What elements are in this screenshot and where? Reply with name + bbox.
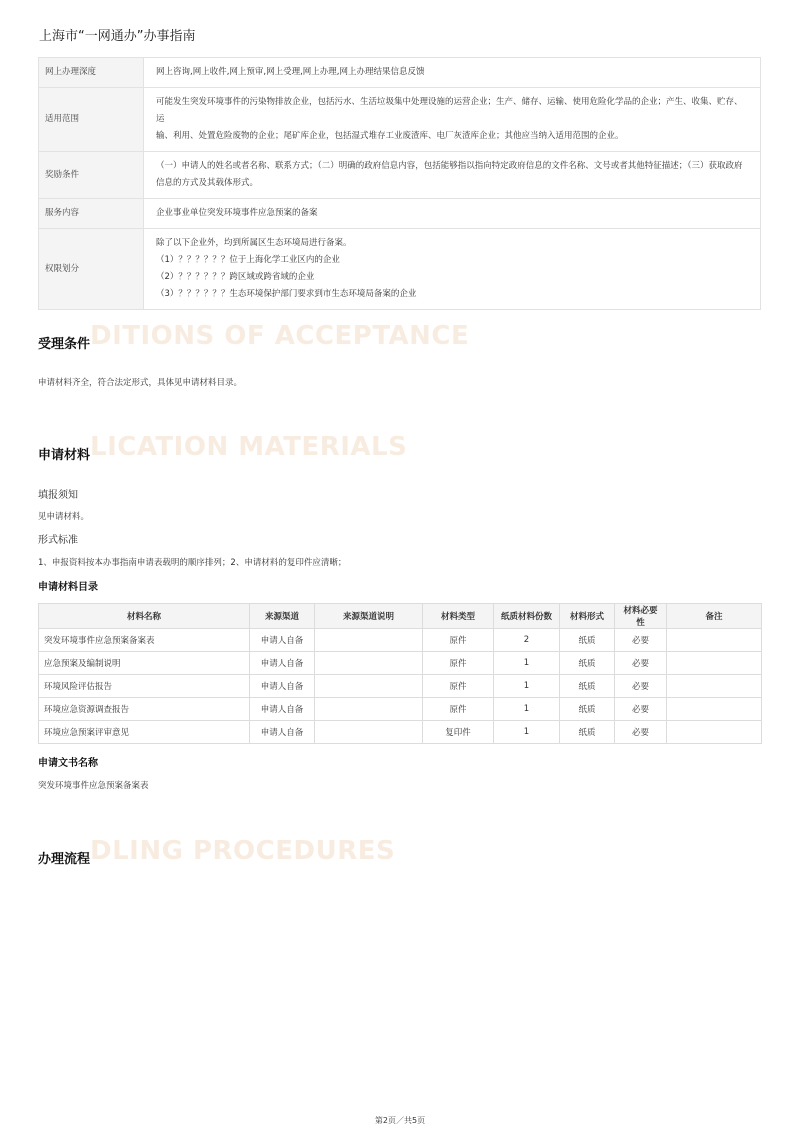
materials-cell	[315, 652, 423, 675]
materials-row	[39, 629, 762, 652]
info-row-line: 可能发生突发环境事件的污染物排放企业，包括污水、生活垃圾集中处理设施的运营企业；生产、储存、运输、使用危险化学品的企业；产生、收集、贮存、运	[156, 97, 743, 124]
materials-cell: 纸质	[560, 629, 615, 652]
info-row	[39, 199, 761, 229]
document-name-text: 突发环境事件应急预案备案表	[38, 781, 149, 791]
info-row-line: （一）申请人的姓名或者名称、联系方式；（二）明确的政府信息内容，包括能够指以指向特定政府信息的文件名称、文号或者其他特征描述；（三）获取政府	[156, 161, 743, 171]
materials-cell: 原件	[423, 675, 494, 698]
materials-cell: 环境应急资源调查报告	[39, 698, 250, 721]
materials-cell: 原件	[423, 652, 494, 675]
info-row-content	[144, 152, 761, 199]
materials-cell: 突发环境事件应急预案备案表	[39, 629, 250, 652]
materials-cell: 应急预案及编制说明	[39, 652, 250, 675]
info-row-line: 信息的方式及其载体形式。	[156, 178, 259, 188]
info-row-content	[144, 229, 761, 310]
acceptance-text: 申请材料齐全，符合法定形式，具体见申请材料目录。	[38, 378, 243, 388]
materials-cell: 2	[494, 629, 560, 652]
materials-cell	[667, 675, 762, 698]
info-row-label: 服务内容	[39, 199, 144, 229]
materials-cell: 复印件	[423, 721, 494, 744]
materials-cell	[667, 652, 762, 675]
materials-cell: 申请人自备	[250, 652, 315, 675]
materials-cell: 1	[494, 721, 560, 744]
materials-cell: 必要	[615, 721, 667, 744]
acceptance-title: 受理条件	[38, 337, 91, 352]
info-row-content	[144, 88, 761, 152]
materials-cell: 纸质	[560, 721, 615, 744]
materials-column-header: 材料必要性	[615, 604, 667, 629]
materials-row	[39, 675, 762, 698]
materials-cell: 申请人自备	[250, 698, 315, 721]
materials-cell: 纸质	[560, 675, 615, 698]
info-row-label: 奖励条件	[39, 152, 144, 199]
materials-cell	[667, 721, 762, 744]
info-row-label: 权限划分	[39, 229, 144, 310]
materials-cell	[315, 721, 423, 744]
procedures-title: 办理流程	[38, 852, 91, 867]
info-row	[39, 58, 761, 88]
acceptance-section	[38, 321, 470, 352]
materials-row	[39, 698, 762, 721]
fill-notice-heading: 填报须知	[38, 490, 78, 501]
materials-cell	[667, 629, 762, 652]
materials-column-header: 纸质材料份数	[494, 604, 560, 629]
info-row-label: 网上办理深度	[39, 58, 144, 88]
format-text: 1、申报资料按本办事指南申请表载明的顺序排列；2、申请材料的复印件应清晰；	[38, 558, 347, 568]
info-row-line: （1）？？？？？？位于上海化学工业区内的企业	[156, 255, 340, 265]
page-title: 上海市“一网通办”办事指南	[39, 29, 196, 44]
materials-row	[39, 721, 762, 744]
materials-cell	[667, 698, 762, 721]
materials-cell: 环境风险评估报告	[39, 675, 250, 698]
info-row	[39, 229, 761, 310]
materials-column-header: 来源渠道	[250, 604, 315, 629]
materials-column-header: 材料名称	[39, 604, 250, 629]
materials-column-header: 材料类型	[423, 604, 494, 629]
fill-notice-text: 见申请材料。	[38, 512, 90, 522]
materials-cell: 必要	[615, 698, 667, 721]
document-name-heading: 申请文书名称	[38, 758, 98, 769]
materials-cell: 原件	[423, 698, 494, 721]
materials-cell: 1	[494, 698, 560, 721]
info-row-line: （3）？？？？？？生态环境保护部门要求到市生态环境局备案的企业	[156, 289, 417, 299]
materials-column-header: 备注	[667, 604, 762, 629]
materials-catalog-heading: 申请材料目录	[38, 582, 98, 593]
info-row-line: 输、利用、处置危险废物的企业；尾矿库企业，包括湿式堆存工业废渣库、电厂灰渣库企业；其他应当纳入适用范围的企业。	[156, 131, 624, 141]
materials-cell: 纸质	[560, 652, 615, 675]
materials-cell	[315, 675, 423, 698]
page-number: 第2页／共5页	[374, 1116, 426, 1125]
materials-cell	[315, 698, 423, 721]
materials-table	[38, 603, 762, 744]
procedures-section	[38, 836, 396, 867]
materials-cell: 必要	[615, 652, 667, 675]
info-table	[38, 57, 761, 310]
materials-bg-text: LICATION MATERIALS	[90, 432, 408, 462]
materials-cell: 纸质	[560, 698, 615, 721]
format-heading: 形式标准	[38, 535, 78, 546]
materials-cell: 申请人自备	[250, 629, 315, 652]
materials-cell: 必要	[615, 629, 667, 652]
info-row-line: 企业事业单位突发环境事件应急预案的备案	[156, 208, 318, 218]
materials-cell: 必要	[615, 675, 667, 698]
acceptance-bg-text: DITIONS OF ACCEPTANCE	[90, 321, 470, 351]
info-row-line: 网上咨询,网上收件,网上预审,网上受理,网上办理,网上办理结果信息反馈	[156, 67, 425, 77]
info-row	[39, 152, 761, 199]
materials-column-header: 来源渠道说明	[315, 604, 423, 629]
materials-title: 申请材料	[38, 448, 91, 463]
info-row-line: 除了以下企业外，均到所属区生态环境局进行备案。	[156, 238, 352, 248]
materials-column-header: 材料形式	[560, 604, 615, 629]
materials-cell: 1	[494, 652, 560, 675]
info-row	[39, 88, 761, 152]
materials-row	[39, 652, 762, 675]
info-row-content	[144, 199, 761, 229]
materials-cell	[315, 629, 423, 652]
materials-cell: 申请人自备	[250, 721, 315, 744]
materials-section	[38, 432, 408, 463]
materials-cell: 原件	[423, 629, 494, 652]
info-row-label: 适用范围	[39, 88, 144, 152]
info-row-line: （2）？？？？？？跨区域或跨省域的企业	[156, 272, 315, 282]
materials-cell: 1	[494, 675, 560, 698]
materials-cell: 申请人自备	[250, 675, 315, 698]
materials-cell: 环境应急预案评审意见	[39, 721, 250, 744]
procedures-bg-text: DLING PROCEDURES	[90, 836, 396, 866]
info-row-content	[144, 58, 761, 88]
